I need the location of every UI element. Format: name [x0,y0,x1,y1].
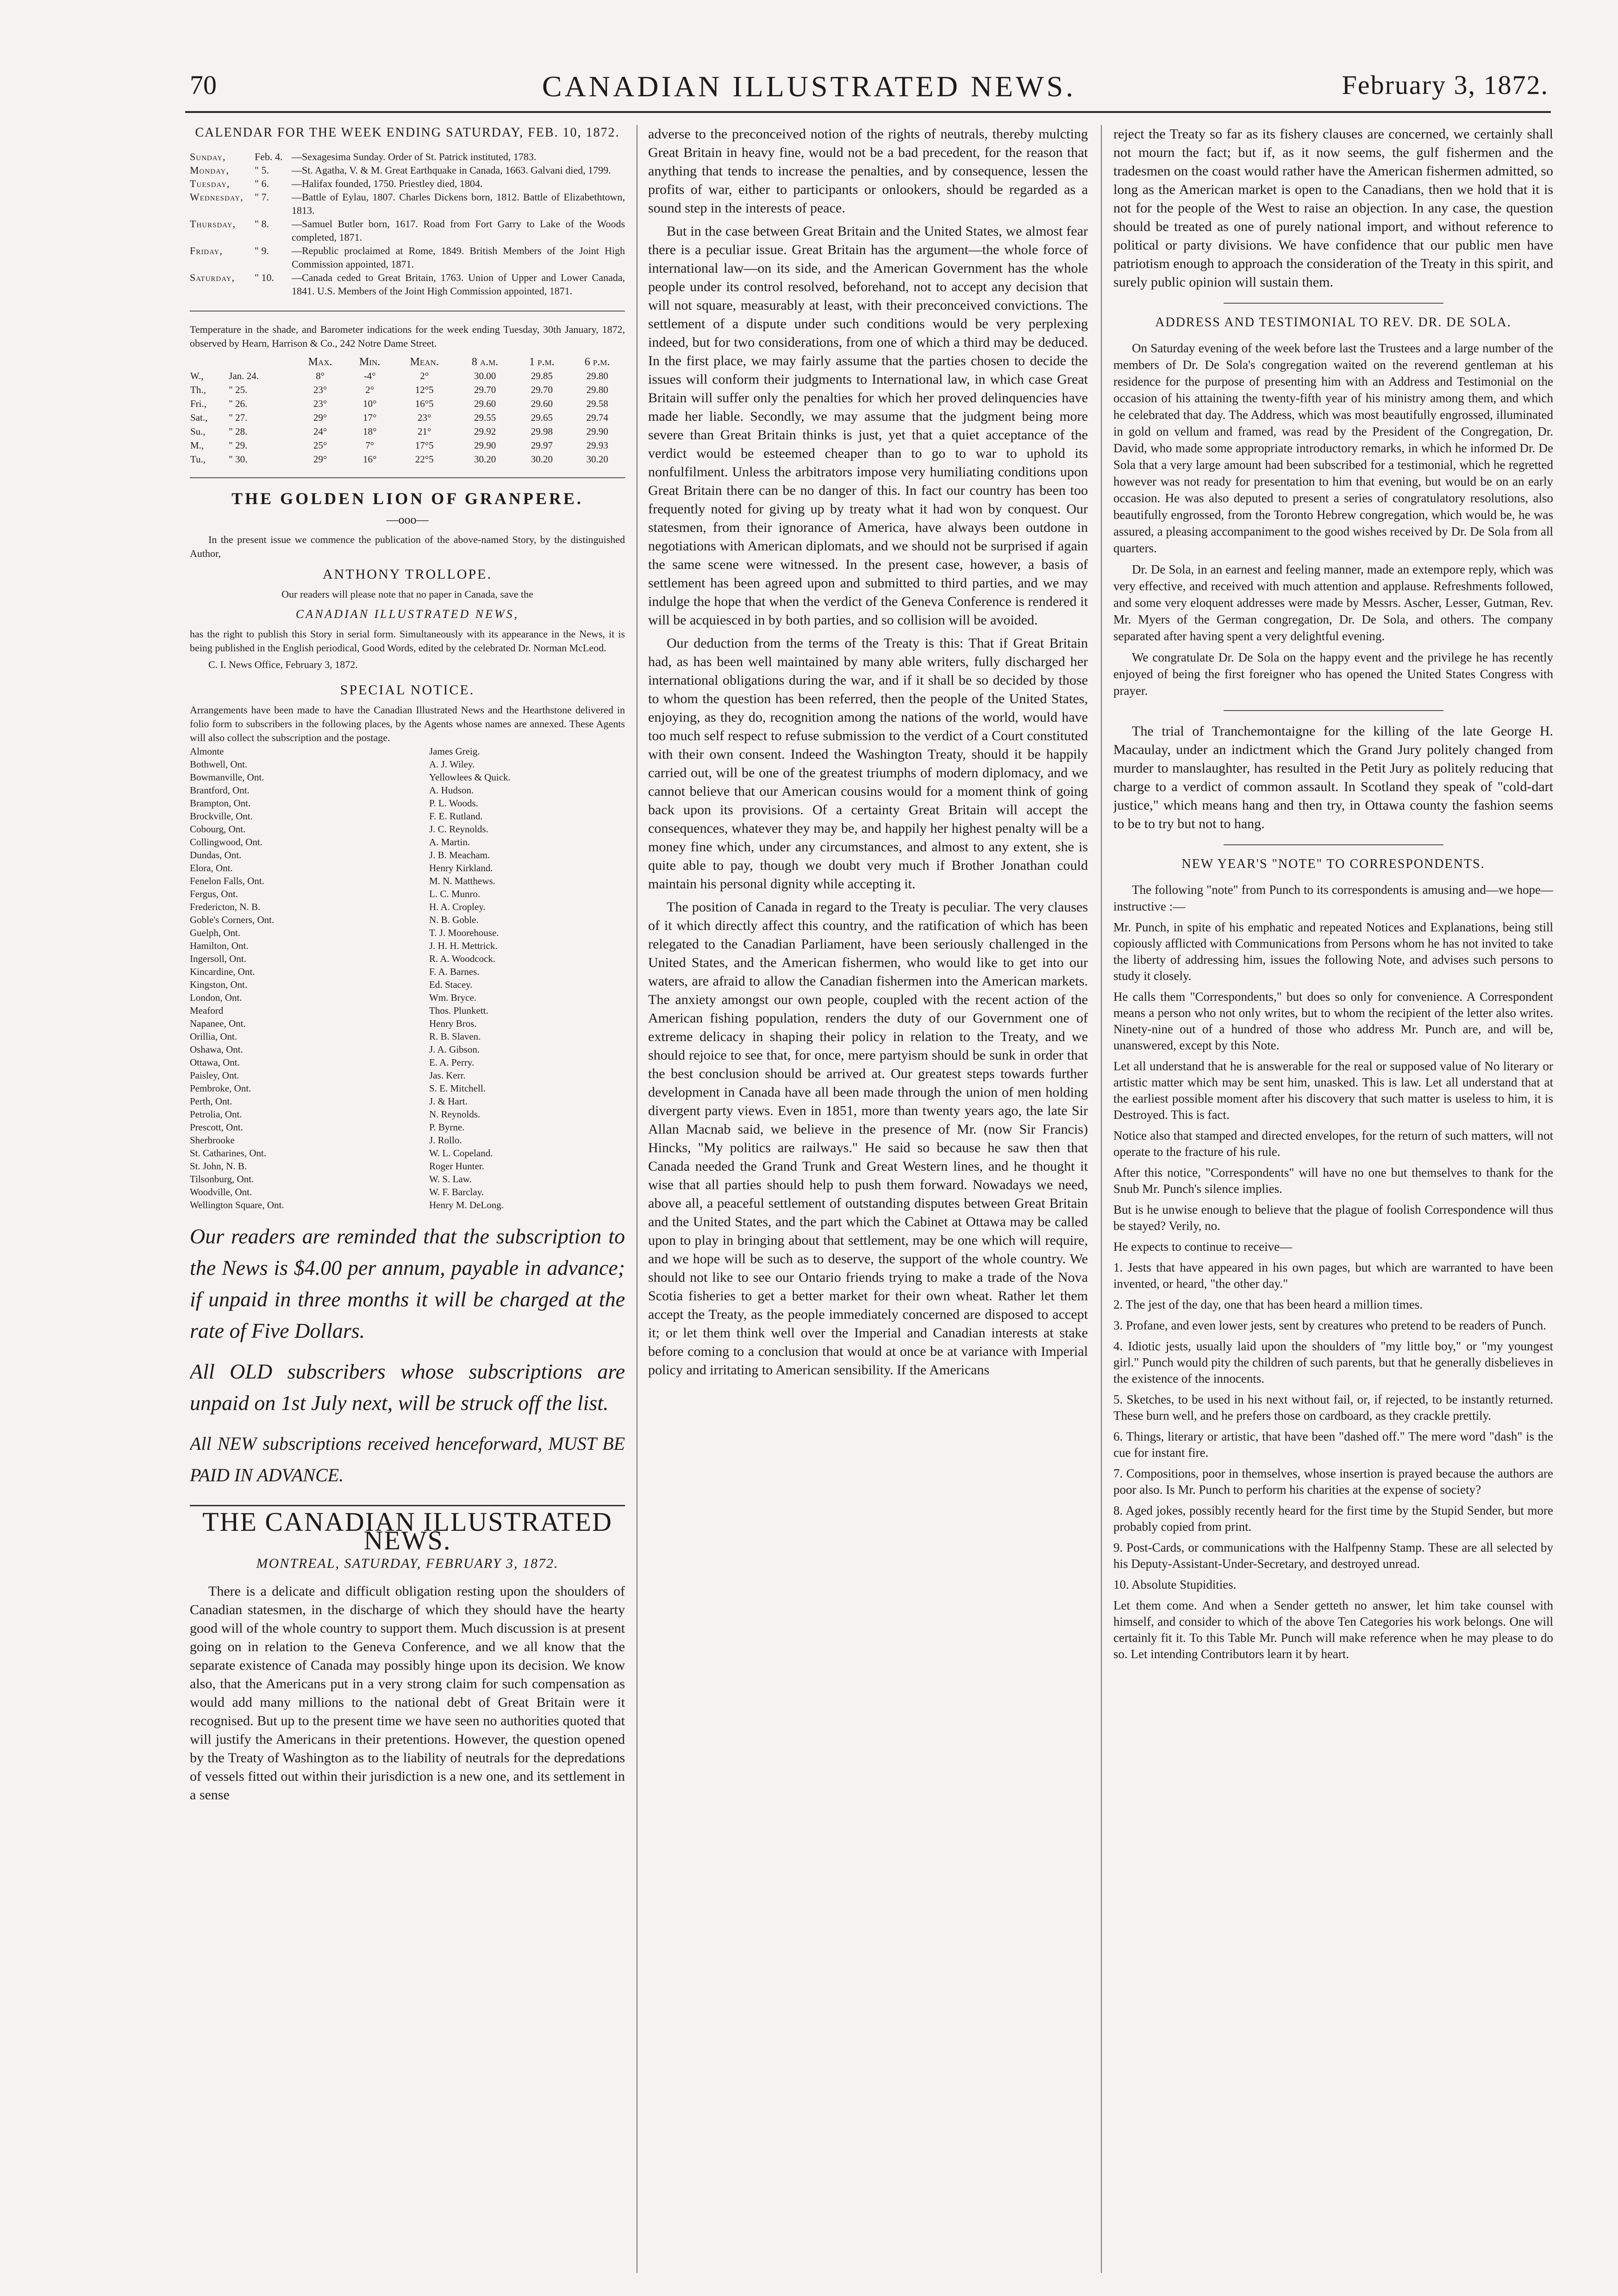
editorial-paragraph: adverse to the preconceived notion of the rights of neutrals, thereby mulcting Great Britain in heavy fine, would not be a bad precedent, for the reason that anything that tends to increase the penalties, and by consequence, lessen the profits of war, either to participants or onlookers, should be regarded as a sound step in the interests of peace. [648,126,1088,216]
agent-row [190,861,625,874]
punch-list-item: 4. Idiotic jests, usually laid upon the shoulders of "my little boy," or "my youngest girl." Punch would pity the children of such parents, but that he generally disbelieves in the existence of the innocents. [1113,1339,1553,1385]
agent-agent: James Greig. [429,746,480,757]
agent-row [190,991,625,1004]
agent-agent: A. Hudson. [429,785,474,796]
punch-intro: The following "note" from Punch to its correspondents is amusing and—we hope—instructive :— [1113,883,1553,913]
weather-cell: 29° [313,454,327,465]
weather-cell: 30.00 [474,370,496,381]
agent-agent: N. B. Goble. [429,914,479,925]
agent-place: Sherbrooke [190,1135,235,1146]
calendar-date: " 6. [255,178,269,189]
column-2 [648,125,1088,2277]
editorial-dateline: MONTREAL, SATURDAY, FEBRUARY 3, 1872. [256,1556,559,1571]
special-notice-title: SPECIAL NOTICE. [340,682,475,698]
agent-row [190,939,625,952]
weather-row [190,411,625,424]
agent-agent: W. L. Copeland. [429,1148,493,1159]
weather-cell: 29.80 [586,370,608,381]
weather-cell: -4° [363,370,376,381]
trollope-office: C. I. News Office, February 3, 1872. [208,659,358,670]
ornament: —ooo— [386,513,429,526]
de-sola-paragraph: We congratulate Dr. De Sola on the happy event and the privilege he has recently enjoyed of being the first foreigner who has opened the United States Congress with prayer. [1113,650,1553,698]
agent-agent: F. E. Rutland. [429,811,483,822]
agent-row [190,926,625,939]
de-sola-paragraph: On Saturday evening of the week before last the Trustees and a large number of the members of Dr. De Sola's congregation waited on the reverend gentleman at his residence for the purpose of presenting him with an Address and Testimonial on the occasion of his attaining the twenty-fifth year of his ministry among them, and which he celebrated that day. The Address, which was most beautifully engrossed, illuminated in gold on vellum and framed, was read by the President of the Congregation, Dr. David, who made some appropriate introductory remarks, in which he informed Dr. De Sola that a very large amount had been subscribed for a testimonial, which he regretted however was not ready for presentation to him that evening, but would be on an early occasion. He was also deputed to present a series of congratulatory resolutions, also beautifully engrossed, from the Toronto Hebrew congregation, which would be, he was assured, a pleasing accompaniment to the good wishes received by Dr. De Sola from all quarters. [1113,341,1553,555]
issue-date: February 3, 1872. [1342,70,1549,100]
weather-cell: 29.55 [474,412,496,423]
weather-cell: 25° [313,440,327,451]
agent-agent: S. E. Mitchell. [429,1083,486,1094]
weather-cell: Th., [190,384,206,395]
punch-paragraph: But is he unwise enough to believe that the plague of foolish Correspondence will thus be stayed? Verily, no. [1113,1203,1553,1233]
weather-row [190,438,625,452]
calendar-event: —St. Agatha, V. & M. Great Earthquake in Canada, 1663. Galvani died, 1799. [292,164,611,176]
agent-agent: W. F. Barclay. [429,1186,484,1198]
trollope-paper: CANADIAN ILLUSTRATED NEWS, [295,607,519,621]
weather-cell: 29° [313,412,327,423]
page-number: 70 [190,70,217,100]
calendar-date: " 8. [255,218,269,230]
agent-place: Guelph, Ont. [190,927,241,938]
agents-table [190,745,625,1211]
section-rule [190,477,625,478]
agent-row [190,1030,625,1043]
agent-agent: T. J. Moorehouse. [429,927,499,938]
agent-agent: W. S. Law. [429,1173,472,1185]
calendar-day: Thursday, [190,218,236,230]
weather-cell: 2° [365,384,375,395]
weather-cell: " 27. [229,412,248,423]
punch-list-item: 3. Profane, and even lower jests, sent by creatures who pretend to be readers of Punch. [1113,1318,1546,1332]
weather-cell: 22°5 [415,454,434,465]
agent-agent: J. A. Gibson. [429,1044,480,1055]
masthead: CANADIAN ILLUSTRATED NEWS. [542,70,1076,103]
agent-place: Perth, Ont. [190,1096,232,1107]
weather-cell: 2° [420,370,429,381]
agent-place: Orillia, Ont. [190,1031,237,1042]
trollope-note: Our readers will please note that no paper in Canada, save the [281,588,533,600]
weather-cell: 23° [417,412,431,423]
weather-cell: 17°5 [415,440,434,451]
agent-row [190,1095,625,1108]
calendar-date: " 5. [255,164,269,176]
weather-col: 8 a.m. [471,356,499,368]
agent-row [190,1160,625,1173]
agent-place: Cobourg, Ont. [190,824,246,835]
agent-agent: J. & Hart. [429,1096,468,1107]
calendar-day: Sunday, [190,151,226,162]
column-3 [1113,125,1553,2277]
weather-cell: 16°5 [415,398,434,409]
weather-cell: 29.97 [531,440,553,451]
agent-row [190,1134,625,1147]
punch-list-item: 9. Post-Cards, or communications with the Halfpenny Stamp. These are all selected by his Deputy-Assistant-Under-Secretary, and destroyed unread. [1113,1541,1553,1571]
weather-cell: 18° [362,426,377,437]
agent-place: London, Ont. [190,992,242,1003]
punch-paragraph: Let all understand that he is answerable for the real or supposed value of No literary or artistic matter which may be sent him, unasked. This is law. Let all understand that at the earliest possible moment after his discovery that such matter is useless to him, it is Destroyed. This is fact. [1113,1059,1553,1122]
calendar-event: —Halifax founded, 1750. Priestley died, 1804. [292,178,483,189]
weather-cell: 7° [365,440,375,451]
agent-row [190,797,625,810]
weather-cell: M., [190,440,204,451]
weather-cell: 29.70 [474,384,496,395]
agent-place: Kincardine, Ont. [190,966,255,977]
agent-row [190,900,625,913]
agent-place: Fergus, Ont. [190,888,238,899]
calendar-event: —Sexagesima Sunday. Order of St. Patrick instituted, 1783. [292,151,537,162]
agent-agent: Ed. Stacey. [429,979,473,990]
agent-agent: F. A. Barnes. [429,966,480,977]
agent-place: Napanee, Ont. [190,1018,246,1029]
weather-cell: 29.60 [474,398,496,409]
agent-place: St. John, N. B. [190,1160,247,1172]
weather-col: 6 p.m. [584,356,610,368]
weather-cell: 29.93 [586,440,608,451]
agent-agent: H. A. Cropley. [429,901,486,912]
agent-agent: L. C. Munro. [429,888,481,899]
agent-place: Wellington Square, Ont. [190,1199,284,1210]
punch-title: NEW YEAR'S "NOTE" TO CORRESPONDENTS. [1181,857,1485,871]
agent-agent: A. Martin. [429,836,470,848]
agent-row [190,849,625,861]
weather-cell: Jan. 24. [229,370,259,381]
punch-paragraph: He expects to continue to receive— [1113,1240,1293,1254]
agent-agent: J. Rollo. [429,1135,462,1146]
punch-closing: Let them come. And when a Sender getteth no answer, let him take counsel with himself, and consider to which of the above Ten Categories his work belongs. One will certainly fit it. To this Table Mr. Punch will make reference when he may please to do so. Let intending Contributors learn it by heart. [1113,1598,1553,1661]
agent-place: Ingersoll, Ont. [190,953,246,964]
punch-paragraph: He calls them "Correspondents," but does so only for convenience. A Correspondent means a person who not only writes, but to whom the recipient of the letter also writes. Ninety-nine out of a hundred of those who address Mr. Punch are, and will be, unanswered, except by this Note. [1113,990,1553,1052]
weather-cell: 17° [362,412,377,423]
weather-cell: 29.58 [586,398,608,409]
agent-agent: Henry Bros. [429,1018,477,1029]
punch-list-item: 7. Compositions, poor in themselves, whose insertion is prayed because the authors are poor also. Is Mr. Punch to perform his charities at the expense of society? [1113,1466,1553,1497]
section-rule [1224,844,1443,845]
agent-place: Ottawa, Ont. [190,1057,240,1068]
punch-list-item: 6. Things, literary or artistic, that have been "dashed off." The mere word "dash" is the cue for instant fire. [1113,1429,1553,1460]
weather-cell: " 26. [229,398,248,409]
agent-agent: E. A. Perry. [429,1057,475,1068]
agent-agent: Wm. Bryce. [429,992,477,1003]
column-divider [1101,125,1102,2273]
de-sola-title: ADDRESS AND TESTIMONIAL TO REV. DR. DE SOLA. [1155,315,1512,330]
editorial-title: THE CANADIAN ILLUSTRATED NEWS. [190,1505,625,1550]
weather-cell: 29.98 [531,426,553,437]
agent-row [190,1056,625,1069]
tranche-paragraph: The trial of Tranchemontaigne for the killing of the late George H. Macaulay, under an indictment which the Grand Jury politely changed from murder to manslaughter, has resulted in the Petit Jury as politely reducing that charge to a verdict of common assault. In Scotland they speak of "cold-dart justice," which means hang and then try, in Ottawa county the fashion seems to be to try but not to hang. [1113,724,1553,831]
calendar-event: —Samuel Butler born, 1617. Road from Fort Garry to Lake of the Woods completed, 1871. [292,218,625,243]
calendar-day: Monday, [190,164,229,176]
punch-paragraph: Notice also that stamped and directed envelopes, for the return of such matters, will not operate to the fracture of his rule. [1113,1129,1553,1159]
calendar-title: CALENDAR FOR THE WEEK ENDING SATURDAY, FEB. 10, 1872. [195,125,620,140]
agent-row [190,1082,625,1095]
agent-agent: Jas. Kerr. [429,1070,466,1081]
agent-agent: R. B. Slaven. [429,1031,481,1042]
agent-row [190,1185,625,1198]
weather-row [190,383,625,397]
agent-place: Fredericton, N. B. [190,901,261,912]
editorial-paragraph: The position of Canada in regard to the Treaty is peculiar. The very clauses of it which directly affect this country, and the ratification of which has been relegated to the Canadian Parliament, have been seriously challenged in the United States, and the American fishermen, who would like to get into our waters, are afraid to allow the Canadian fishermen into the American markets. The anxiety amongst our own people, coupled with the recent action of the American fishing population, renders the duty of our Government one of extreme delicacy in shaping their policy in relation to the Treaty, and we should rejoice to see that, for once, mere partyism should be sunk in order that the best conclusion should be arrived at. Our greatest steps towards further development in Canada have all been made through the union of men holding divergent party views. Even in 1851, more than twenty years ago, the late Sir Allan Macnab said, we believe in the presence of Mr. (now Sir Francis) Hincks, "My politics are railways." He said so because he saw then that Canada needed the Grand Trunk and Great Western lines, and he thought it wise that all parties should help to push them forward. Nowadays we need, above all, a peaceful settlement of outstanding disputes between Great Britain and the United States, and the part which the Cabinet at Ottawa may be called upon to play in bringing about that settlement, may be one which will require, and we hope will be such as to deserve, the support of the whole country. We should not like to see our Ontario friends trying to make a trade of the Nova Scotia fisheries to get a better market for their own wheat. Rather let them accept the Treaty, as the people immediately concerned are disposed to accept it; or let them think well over the Imperial and Canadian interests at stake before coming to a conclusion that would at once be at variance with Imperial policy and irritating to American sensibility. If the Americans [648,899,1088,1378]
calendar-day: Friday, [190,245,223,256]
special-notice-intro: Arrangements have been made to have the Canadian Illustrated News and the Hearthstone delivered in folio form to subscribers in the following places, by the Agents whose names are annexed. These Agents will also collect the subscription and the postage. [190,704,625,743]
weather-cell: " 25. [229,384,248,395]
agent-place: Brantford, Ont. [190,785,250,796]
weather-cell: Tu., [190,454,206,465]
weather-col [190,355,228,369]
weather-cell: 29.85 [531,370,553,381]
weather-col: Mean. [410,356,439,368]
agent-place: Pembroke, Ont. [190,1083,251,1094]
agent-agent: Henry Kirkland. [429,862,493,873]
agent-place: Bothwell, Ont. [190,759,248,770]
agent-row [190,1017,625,1030]
weather-col: 1 p.m. [529,356,555,368]
agent-place: Dundas, Ont. [190,849,242,861]
weather-row [190,424,625,438]
agent-place: Brampton, Ont. [190,798,251,809]
section-rule [190,311,625,312]
agent-agent: J. B. Meacham. [429,849,490,861]
subscription-reminder: Our readers are reminded that the subscription to the News is $4.00 per annum, payable in advance; if unpaid in three months it will be charged at the rate of Five Dollars. [190,1224,625,1342]
weather-cell: 16° [362,454,377,465]
weather-col [228,355,294,369]
calendar-day: Saturday, [190,272,235,283]
calendar-date: " 10. [255,272,274,283]
agent-agent: R. A. Woodcock. [429,953,496,964]
editorial-paragraph: Our deduction from the terms of the Treaty is this: That if Great Britain had, as has been well maintained by many able writers, fully discharged her international obligations during the war, and if it shall be so decided by those to whom the question has been referred, then the people of the United States, enjoying, as they do, recognition among the nations of the world, would have too much self respect to refuse submission to the verdict of a Court constituted with their own consent. Indeed the Washington Treaty, should it be happily carried out, will be one of the greatest triumphs of modern diplomacy, and we cannot believe that our American cousins would for a moment think of going back upon its provisions. Of a certainty Great Britain will accept the consequences, whatever they may be, and happily her highest penalty will be a money fine which, under any circumstances, and almost to any extent, she is quite able to pay, though we doubt very much if Brother Jonathan could maintain his personal dignity while accepting it. [648,636,1088,892]
agent-place: Elora, Ont. [190,862,233,873]
agent-agent: Thos. Plunkett. [429,1005,488,1016]
trollope-author: ANTHONY TROLLOPE. [323,567,492,582]
weather-cell: " 28. [229,426,248,437]
weather-cell: 29.74 [586,412,608,423]
agent-place: Almonte [190,746,224,757]
agent-place: Petrolia, Ont. [190,1109,242,1120]
agent-row [190,1069,625,1082]
punch-list-item: 2. The jest of the day, one that has been heard a million times. [1113,1298,1423,1311]
trollope-rights: has the right to publish this Story in serial form. Simultaneously with its appearance in the News, it is being published in the English periodical, Good Words, edited by the celebrated Dr. Norman McLeod. [190,628,625,654]
agent-agent: P. Byrne. [429,1122,465,1133]
calendar-event: —Battle of Eylau, 1807. Charles Dickens born, 1812. Battle of Elizabethtown, 1813. [292,191,625,216]
weather-cell: W., [190,370,204,381]
calendar-event: —Republic proclaimed at Rome, 1849. British Members of the Joint High Commission appointed, 1871. [292,245,625,270]
agent-row [190,952,625,965]
agent-row [190,887,625,900]
agent-agent: P. L. Woods. [429,798,478,809]
weather-cell: 30.20 [586,454,608,465]
agent-row [190,836,625,849]
calendar-event: —Canada ceded to Great Britain, 1763. Union of Upper and Lower Canada, 1841. U.S. Members of the Joint High Commission appointed, 1871. [292,272,625,297]
agent-row [190,965,625,978]
weather-table [190,355,625,466]
agent-place: St. Catharines, Ont. [190,1148,267,1159]
de-sola-paragraph: Dr. De Sola, in an earnest and feeling manner, made an extempore reply, which was very effective, and received with much attention and applause. Refreshments followed, and some very eloquent addresses were made by Messrs. Ascher, Lesser, Gutman, Rev. Mr. Myers of the German congregation, Dr. De Sola, and others. The company separated after having spent a very delightful evening. [1113,562,1553,643]
agent-agent: Yellowlees & Quick. [429,772,511,783]
agent-row [190,823,625,836]
weather-cell: 29.70 [531,384,553,395]
agent-place: Prescott, Ont. [190,1122,243,1133]
agent-row [190,978,625,991]
agent-row [190,1004,625,1017]
editorial-paragraph: There is a delicate and difficult obligation resting upon the shoulders of Canadian statesmen, in the discharge of which they should have the hearty good will of the whole country to support them. Much discussion is at present going on in relation to the Geneva Conference, and we all know that the separate existence of Canada may possibly hinge upon its decision. We know also, that the Americans put in a very strong claim for such compensation as would add many millions to the national debt of Great Britain were it recognised. But up to the present time we have seen no authorities quoted that will justify the Americans in their pretentions. However, the question opened by the Treaty of Washington as to the liability of neutrals for the depredations of vessels fitted out within their jurisdiction is a new one, and its settlement in a sense [190,1584,625,1803]
agent-row [190,784,625,797]
agent-place: Brockville, Ont. [190,811,253,822]
weather-cell: 21° [417,426,431,437]
old-subscribers-notice: All OLD subscribers whose subscriptions are unpaid on 1st July next, will be struck off the list. [190,1360,625,1415]
weather-cell: 29.92 [474,426,496,437]
weather-cell: Fri., [190,398,207,409]
calendar [190,150,625,298]
punch-paragraph: After this notice, "Correspondents" will have no one but themselves to thank for the Snub Mr. Punch's silence implies. [1113,1166,1553,1196]
editorial-paragraph: But in the case between Great Britain and the United States, we almost fear there is a peculiar issue. Great Britain has the argument—the whole force of international law—on its side, and the American Government has the whole people under its control resolved, beforehand, not to accept any decision that will not square, measurably at least, with their preconceived convictions. The settlement of a dispute under such conditions would be very perplexing indeed, but for two considerations, from one of which a third may be deduced. In the first place, we may fairly assume that the parties chosen to decide the issues will conform their judgments to International law, in which case Great Britain will suffer only the penalties for which her proved delinquencies have made her liable. Secondly, we may assume that the judgment being more severe than Great Britain thinks is just, yet that a quiet acceptance of the verdict would be esteemed cheaper than to go to war to uphold its nonfulfilment. Unless the arbitrators impose very humiliating conditions upon Great Britain there can be no danger of this. In fact our country has been too frequently noted for giving up by treaty what it had won by conquest. Our statesmen, from their ignorance of America, have always been outdone in negotiations with American diplomats, and we should not be surprised if again the same scene were witnessed. In the present case, however, a basis of settlement has been agreed upon and submitted to third parties, and we may indulge the hope that when the verdict of the Geneva Conference is rendered it will be acquiesced in by both parties, and so collision will be avoided. [648,224,1088,628]
weather-cell: Sat., [190,412,208,423]
agent-place: Oshawa, Ont. [190,1044,243,1055]
weather-col: Min. [359,356,381,368]
punch-list-item: 5. Sketches, to be used in his next without fail, or, if rejected, to be instantly returned. These burn well, and he prefers those on cardboard, as they crackle prettily. [1113,1392,1553,1423]
agent-agent: Henry M. DeLong. [429,1199,504,1210]
weather-row [190,397,625,411]
punch-list-item: 8. Aged jokes, possibly recently heard for the first time by the Stupid Sender, but more probably copied from print. [1113,1504,1553,1534]
agent-row [190,1121,625,1134]
trollope-title: THE GOLDEN LION OF GRANPERE. [231,489,583,508]
agent-place: Goble's Corners, Ont. [190,914,275,925]
punch-list-item: 1. Jests that have appeared in his own pages, but which are warranted to have been invented, or heard, "the other day." [1113,1260,1553,1291]
editorial-paragraph: reject the Treaty so far as its fishery clauses are concerned, we certainly shall not mourn the fact; but if, as it now seems, the gulf fishermen and the tradesmen on the coast would rather have the American fishermen admitted, so long as the American market is open to the Canadians, then we hold that it is not for the people of the West to raise an objection. In any case, the question should be treated as one of purely national import, and without reference to political or party divisions. We have confidence that our public men have patriotism enough to approach the consideration of the Treaty in this spirit, and surely public opinion will sustain them. [1113,126,1553,290]
agent-row [190,1147,625,1160]
header-rule [185,111,1551,113]
weather-cell: 12°5 [415,384,434,395]
column-1 [190,125,625,2277]
agent-row [190,771,625,784]
agent-agent: J. H. H. Mettrick. [429,940,498,951]
weather-row [190,369,625,383]
agent-place: Collingwood, Ont. [190,836,262,848]
calendar-date: " 7. [255,191,269,203]
weather-cell: 29.60 [531,398,553,409]
agent-agent: J. C. Reynolds. [429,824,488,835]
punch-paragraph: Mr. Punch, in spite of his emphatic and repeated Notices and Explanations, being still copiously afflicted with Communications from Persons whom he has not invited to take the liberty of addressing him, issues the following Note, and advises such persons to study it closely. [1113,920,1553,983]
weather-cell: 23° [313,398,327,409]
agent-agent: N. Reynolds. [429,1109,481,1120]
agent-row [190,1043,625,1056]
weather-row [190,452,625,466]
weather-col: Max. [308,356,332,368]
weather-cell: 29.65 [531,412,553,423]
weather-cell: 23° [313,384,327,395]
agent-row [190,1108,625,1121]
new-subscriptions-notice: All NEW subscriptions received henceforward, MUST BE PAID IN ADVANCE. [190,1433,625,1485]
calendar-day: Wednesday, [190,191,244,203]
agent-place: Woodville, Ont. [190,1186,252,1198]
section-rule [1224,303,1443,304]
weather-cell: 24° [313,426,327,437]
weather-cell: 30.20 [474,454,496,465]
weather-cell: 10° [362,398,377,409]
agent-place: Fenelon Falls, Ont. [190,875,264,886]
calendar-date: " 9. [255,245,269,256]
agent-place: Hamilton, Ont. [190,940,249,951]
calendar-date: Feb. 4. [255,151,283,162]
agent-row [190,1173,625,1185]
weather-cell: 29.90 [474,440,496,451]
section-rule [1224,710,1443,711]
agent-place: Paisley, Ont. [190,1070,239,1081]
agent-row [190,1198,625,1211]
weather-cell: 8° [316,370,325,381]
punch-list-item: 10. Absolute Stupidities. [1113,1578,1237,1591]
agent-place: Kingston, Ont. [190,979,248,990]
agent-row [190,874,625,887]
agent-row [190,758,625,771]
weather-cell: 30.20 [531,454,553,465]
trollope-intro: In the present issue we commence the publication of the above-named Story, by the distinguished Author, [190,534,625,559]
agent-row [190,913,625,926]
weather-cell: 29.90 [586,426,608,437]
weather-cell: " 29. [229,440,248,451]
agent-agent: Roger Hunter. [429,1160,484,1172]
agent-agent: A. J. Wiley. [429,759,475,770]
weather-cell: 29.80 [586,384,608,395]
agent-row [190,810,625,823]
agent-row [190,745,625,758]
weather-cell: Su., [190,426,206,437]
agent-place: Bowmanville, Ont. [190,772,264,783]
weather-cell: " 30. [229,454,248,465]
weather-intro: Temperature in the shade, and Barometer indications for the week ending Tuesday, 30th January, 1872, observed by Hearn, Harrison & Co., 242 Notre Dame Street. [190,324,625,349]
agent-place: Tilsonburg, Ont. [190,1173,254,1185]
agent-place: Meaford [190,1005,224,1016]
calendar-day: Tuesday, [190,178,230,189]
agent-agent: M. N. Matthews. [429,875,495,886]
